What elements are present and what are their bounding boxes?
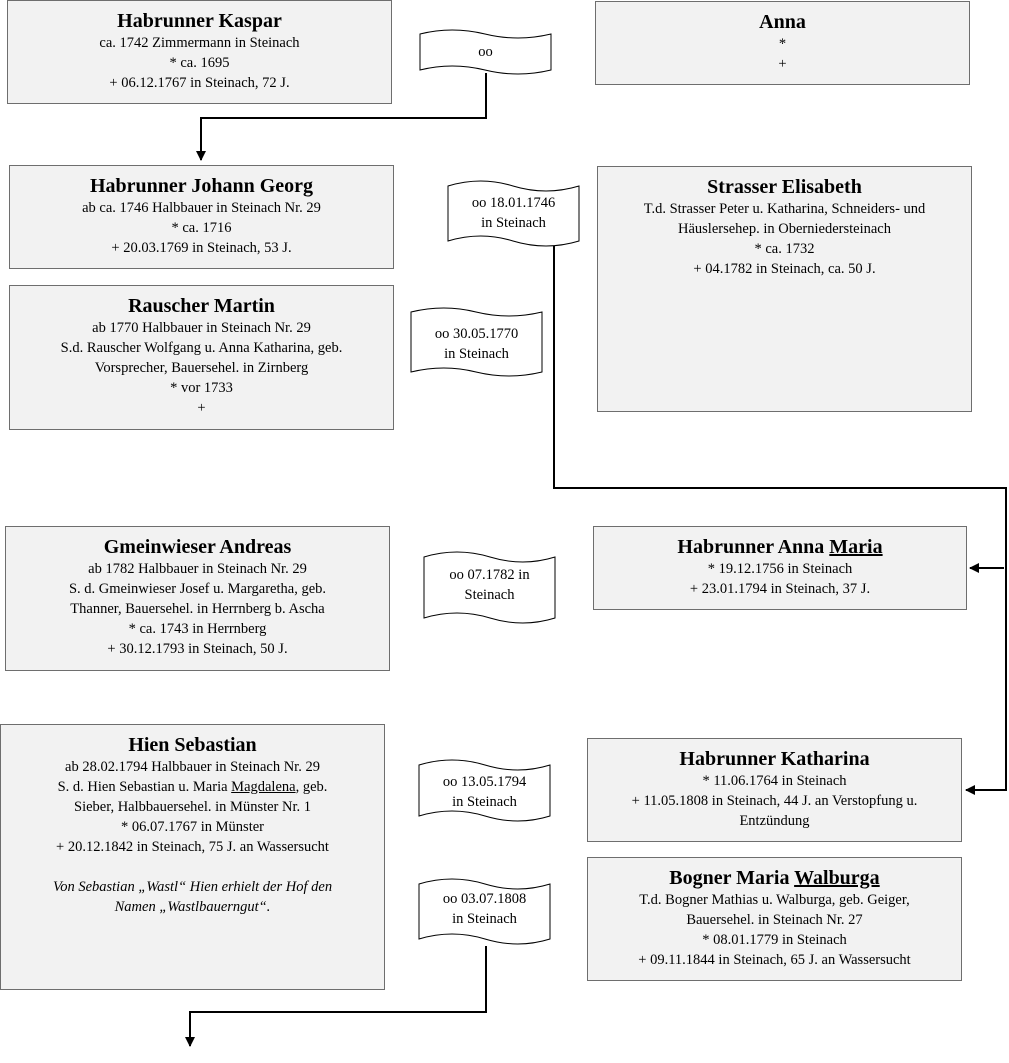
spacer xyxy=(1,857,384,877)
person-line: T.d. Bogner Mathias u. Walburga, geb. Geiger, xyxy=(639,892,910,908)
marriage-label-m6 xyxy=(419,889,550,929)
person-name: Gmeinwieser Andreas xyxy=(103,536,292,558)
person-line: + xyxy=(197,400,206,416)
farm-name-note: Von Sebastian „Wastl“ Hien erhielt der Hof den xyxy=(52,879,333,895)
marriage-m6-line2: in Steinach xyxy=(452,911,517,927)
marriage-m4-line2: Steinach xyxy=(464,587,515,603)
marriage-label-m2 xyxy=(448,193,579,233)
person-line: + 20.03.1769 in Steinach, 53 J. xyxy=(111,240,292,256)
person-line: ca. 1742 Zimmermann in Steinach xyxy=(99,35,300,51)
person-name-part: Habrunner Anna xyxy=(677,536,830,558)
marriage-m5-line2: in Steinach xyxy=(452,794,517,810)
person-line: * ca. 1743 in Herrnberg xyxy=(128,621,267,637)
marriage-m3-line2: in Steinach xyxy=(444,346,509,362)
person-line: * 06.07.1767 in Münster xyxy=(121,819,264,835)
marriage-label-m5 xyxy=(419,772,550,812)
person-line: * ca. 1732 xyxy=(754,241,815,257)
person-line: S. d. Gmeinwieser Josef u. Margaretha, geb. xyxy=(68,581,327,597)
marriage-label-m4 xyxy=(424,565,555,605)
farm-name-note: Namen „Wastlbauerngut“. xyxy=(114,899,271,915)
person-name-callname: Maria xyxy=(829,536,883,558)
person-line: * vor 1733 xyxy=(170,380,233,396)
person-box-rauscher-martin xyxy=(9,285,394,430)
person-name: Habrunner Johann Georg xyxy=(90,175,313,197)
person-name xyxy=(594,535,966,559)
person-line: Sieber, Halbbauersehel. in Münster Nr. 1 xyxy=(74,799,311,815)
person-box-strasser-elisabeth xyxy=(597,166,972,412)
marriage-m4-line1: oo 07.1782 in xyxy=(449,567,530,583)
person-line: * xyxy=(778,36,787,52)
person-line: T.d. Strasser Peter u. Katharina, Schneiders- und xyxy=(643,201,926,217)
person-name: Anna xyxy=(759,11,806,33)
person-line: + 30.12.1793 in Steinach, 50 J. xyxy=(107,641,288,657)
person-line: S.d. Rauscher Wolfgang u. Anna Katharina, geb. xyxy=(60,340,343,356)
person-name: Strasser Elisabeth xyxy=(707,176,862,198)
person-line: ab ca. 1746 Halbbauer in Steinach Nr. 29 xyxy=(82,200,321,216)
marriage-m6-line1: oo 03.07.1808 xyxy=(442,891,527,907)
person-name: Hien Sebastian xyxy=(128,734,257,756)
person-name-callname: Walburga xyxy=(794,867,880,889)
person-line: * 11.06.1764 in Steinach xyxy=(702,773,847,789)
person-line: ab 28.02.1794 Halbbauer in Steinach Nr. 29 xyxy=(65,759,320,775)
marriage-m3-line1: oo 30.05.1770 xyxy=(434,326,519,342)
person-line: * 19.12.1756 in Steinach xyxy=(707,561,853,577)
person-box-habrunner-anna-maria xyxy=(593,526,967,610)
marriage-label-m3 xyxy=(411,324,542,364)
person-line: + xyxy=(778,56,787,72)
marriage-label-m1 xyxy=(420,42,551,62)
person-name: Habrunner Katharina xyxy=(679,748,870,770)
person-box-habrunner-kaspar xyxy=(7,0,392,104)
person-line: Bauersehel. in Steinach Nr. 27 xyxy=(686,912,863,928)
person-line: * 08.01.1779 in Steinach xyxy=(702,932,847,948)
person-line xyxy=(1,777,384,797)
person-line: + 11.05.1808 in Steinach, 44 J. an Verstopfung u. xyxy=(631,793,918,809)
person-line: * ca. 1695 xyxy=(169,55,230,71)
person-line: ab 1782 Halbbauer in Steinach Nr. 29 xyxy=(88,561,307,577)
person-box-habrunner-katharina xyxy=(587,738,962,842)
person-box-gmeinwieser-andreas xyxy=(5,526,390,671)
person-line: + 20.12.1842 in Steinach, 75 J. an Wassersucht xyxy=(56,839,329,855)
person-line-part: S. d. Hien Sebastian u. Maria xyxy=(57,779,232,795)
person-box-anna xyxy=(595,1,970,85)
person-line: + 23.01.1794 in Steinach, 37 J. xyxy=(689,581,871,597)
person-line: Entzündung xyxy=(739,813,810,829)
person-line: Häuslersehep. in Oberniedersteinach xyxy=(678,221,891,237)
person-line-part: , geb. xyxy=(295,779,328,795)
person-line: * ca. 1716 xyxy=(171,220,232,236)
person-name xyxy=(588,866,961,890)
person-line: + 04.1782 in Steinach, ca. 50 J. xyxy=(693,261,876,277)
person-line: Vorsprecher, Bauersehel. in Zirnberg xyxy=(94,360,309,376)
person-name: Rauscher Martin xyxy=(128,295,275,317)
person-line: ab 1770 Halbbauer in Steinach Nr. 29 xyxy=(92,320,311,336)
marriage-m2-line1: oo 18.01.1746 xyxy=(471,195,556,211)
person-line: Thanner, Bauersehel. in Herrnberg b. Ascha xyxy=(70,601,325,617)
marriage-m1-line1: oo xyxy=(478,44,493,60)
marriage-m2-line2: in Steinach xyxy=(481,215,546,231)
person-line-callname: Magdalena xyxy=(231,779,296,795)
marriage-m5-line1: oo 13.05.1794 xyxy=(442,774,527,790)
person-line: + 06.12.1767 in Steinach, 72 J. xyxy=(109,75,290,91)
person-box-hien-sebastian xyxy=(0,724,385,990)
person-box-bogner-maria-walburga xyxy=(587,857,962,981)
person-name-part: Bogner Maria xyxy=(669,867,795,889)
person-line: + 09.11.1844 in Steinach, 65 J. an Wassersucht xyxy=(638,952,911,968)
person-name: Habrunner Kaspar xyxy=(117,10,282,32)
person-box-habrunner-johann-georg xyxy=(9,165,394,269)
